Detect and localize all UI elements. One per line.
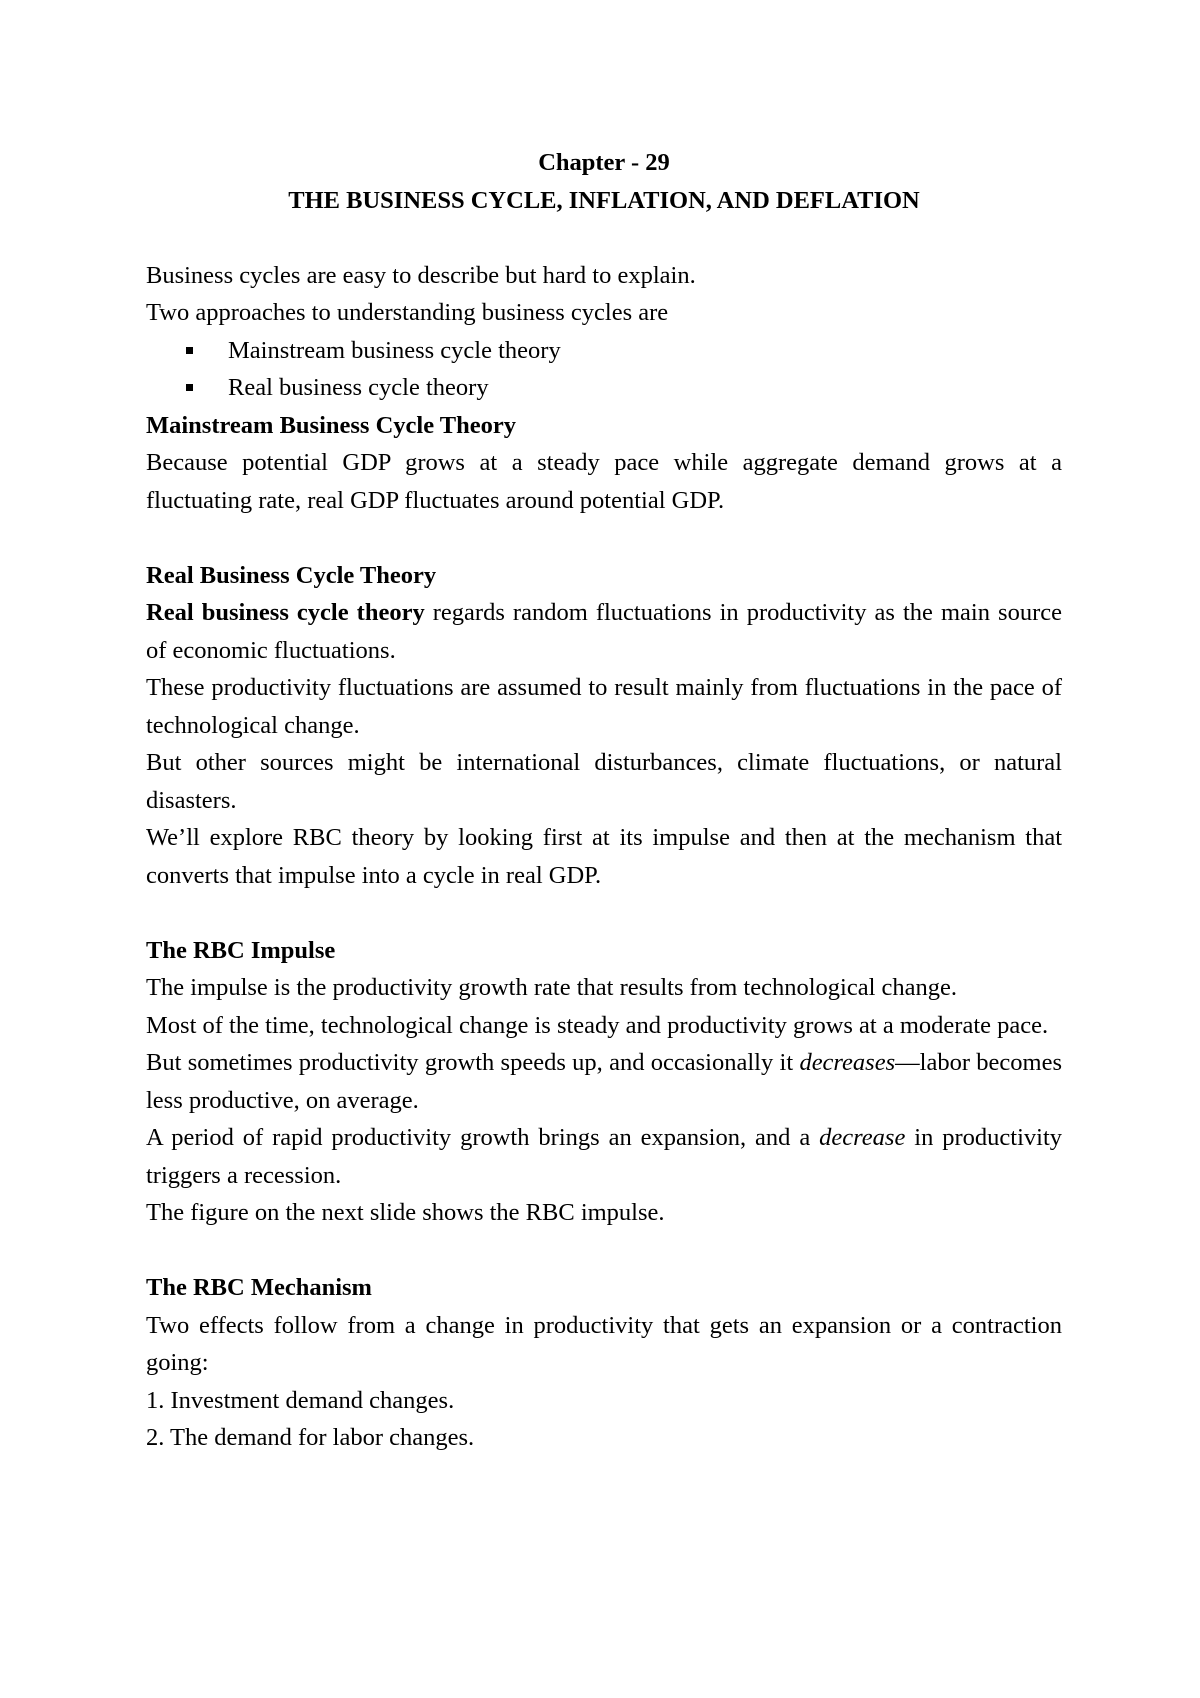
list-item	[186, 369, 1062, 407]
rbc-mechanism-item-1: 1. Investment demand changes.	[146, 1386, 455, 1414]
rbc-theory-paragraph-4: We’ll explore RBC theory by looking first at its impulse and then at the mechanism that converts that impulse into a cycle in real GDP.	[146, 824, 1062, 889]
rbc-impulse-paragraph-2: Most of the time, technological change is steady and productivity grows at a moderate pace.	[146, 1011, 1049, 1039]
list-item-text: Real business cycle theory	[228, 374, 489, 401]
rbc-theory-definition: regards random fluctuations in productivity as the main source of economic fluctuations.	[146, 599, 1062, 664]
intro-line-2: Two approaches to understanding business cycles are	[146, 299, 669, 326]
rbc-theory-heading: Real Business Cycle Theory	[146, 561, 437, 589]
rbc-impulse-heading: The RBC Impulse	[146, 936, 336, 964]
emphasis-decreases: decreases	[799, 1049, 896, 1076]
rbc-impulse-paragraph-1: The impulse is the productivity growth rate that results from technological change.	[146, 974, 958, 1001]
mainstream-heading: Mainstream Business Cycle Theory	[146, 411, 516, 439]
text-run: —labor becomes less productive, on average.	[146, 1049, 1062, 1114]
emphasis-decrease: decrease	[819, 1124, 906, 1151]
spacer	[146, 219, 1062, 257]
rbc-theory-paragraph-1	[146, 594, 1062, 669]
rbc-mechanism-paragraph-1: Two effects follow from a change in productivity that gets an expansion or a contraction going:	[146, 1311, 1062, 1376]
spacer	[146, 894, 1062, 932]
rbc-theory-paragraph-2: These productivity fluctuations are assumed to result mainly from fluctuations in the pace of technological change.	[146, 674, 1062, 739]
text-run: But sometimes productivity growth speeds up, and occasionally it	[146, 1049, 800, 1076]
rbc-impulse-paragraph-3	[146, 1044, 1062, 1119]
mainstream-text: Because potential GDP grows at a steady pace while aggregate demand grows at a fluctuating rate, real GDP fluctuates around potential GDP.	[146, 449, 1062, 514]
square-bullet-icon	[186, 347, 193, 354]
chapter-label: Chapter - 29	[538, 149, 670, 176]
rbc-theory-term: Real business cycle theory	[146, 599, 425, 626]
rbc-impulse-paragraph-4	[146, 1119, 1062, 1194]
text-run: A period of rapid productivity growth brings an expansion, and a	[146, 1124, 820, 1151]
rbc-theory-paragraph-3: But other sources might be international disturbances, climate fluctuations, or natural disasters.	[146, 749, 1062, 814]
spacer	[146, 519, 1062, 557]
approaches-list	[146, 332, 1062, 407]
intro-line-1: Business cycles are easy to describe but hard to explain.	[146, 261, 696, 289]
square-bullet-icon	[186, 384, 193, 391]
list-item-text: Mainstream business cycle theory	[228, 336, 561, 364]
text-run: in productivity triggers a recession.	[146, 1124, 1063, 1189]
rbc-mechanism-item-2: 2. The demand for labor changes.	[146, 1424, 475, 1451]
rbc-impulse-paragraph-5: The figure on the next slide shows the RBC impulse.	[146, 1199, 665, 1226]
chapter-title: THE BUSINESS CYCLE, INFLATION, AND DEFLATION	[288, 186, 920, 214]
rbc-mechanism-heading: The RBC Mechanism	[146, 1274, 372, 1301]
spacer	[146, 1232, 1062, 1270]
list-item	[186, 332, 1062, 370]
